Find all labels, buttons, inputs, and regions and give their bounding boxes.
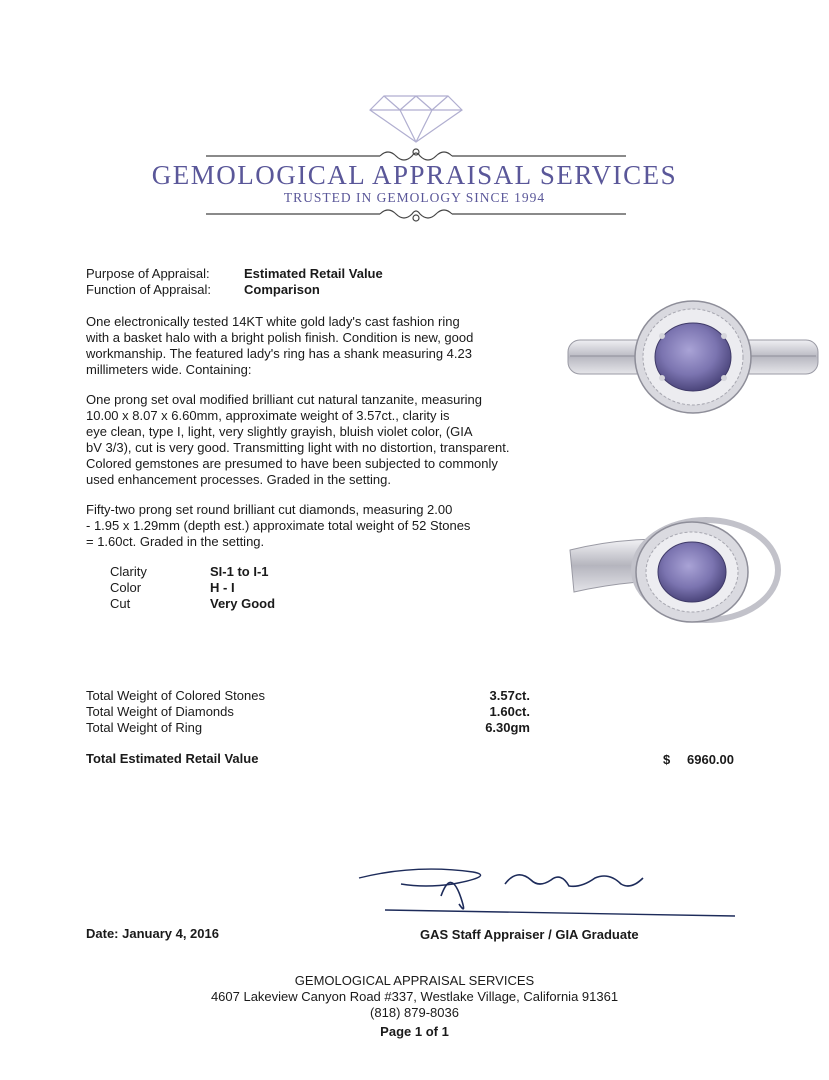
total-row [86,720,546,736]
purpose-value: Estimated Retail Value [244,266,383,281]
retail-label: Total Estimated Retail Value [86,751,259,766]
signature [355,858,739,922]
spec-row [110,564,275,580]
specs-table [110,564,275,612]
spec-value: SI-1 to I-1 [210,564,269,579]
retail-amount: 6960.00 [687,752,734,767]
text-line: = 1.60ct. Graded in the setting. [86,534,265,549]
total-value: 6.30gm [485,720,530,735]
function-label: Function of Appraisal: [86,282,212,297]
text-line: eye clean, type I, light, very slightly grayish, bluish violet color, (GIA [86,424,473,439]
diamond-description [86,502,526,550]
tanzanite-description [86,392,536,488]
ornament-bottom [206,210,626,221]
retail-currency: $ [663,752,671,767]
tagline: TRUSTED IN GEMOLOGY SINCE 1994 [283,190,546,205]
page-number: Page 1 of 1 [380,1024,449,1039]
footer-phone: (818) 879-8036 [370,1005,459,1020]
text-line: with a basket halo with a bright polish finish. Condition is new, good [86,330,474,345]
total-value: 1.60ct. [489,704,530,719]
text-line: One prong set oval modified brilliant cut natural tanzanite, measuring [86,392,482,407]
appraisal-date: Date: January 4, 2016 [86,926,219,941]
total-label: Total Weight of Ring [86,720,203,735]
spec-label: Cut [110,596,131,611]
total-label: Total Weight of Colored Stones [86,688,265,703]
spec-label: Clarity [110,564,147,579]
text-line: One electronically tested 14KT white gold lady's cast fashion ring [86,314,460,329]
text-line: workmanship. The featured lady's ring has a shank measuring 4.23 [86,346,472,361]
purpose-label: Purpose of Appraisal: [86,266,210,281]
total-value: 3.57ct. [489,688,530,703]
total-row [86,704,546,720]
spec-value: Very Good [210,596,276,611]
ornament-top [206,149,626,160]
ring-photo-angled [566,516,820,626]
ring-description [86,314,526,378]
function-value: Comparison [244,282,320,297]
ring-photo-top [566,296,820,420]
spec-value: H - I [210,580,235,595]
text-line: Fifty-two prong set round brilliant cut diamonds, measuring 2.00 [86,502,453,517]
footer-org-name: GEMOLOGICAL APPRAISAL SERVICES [294,973,535,988]
org-name: GEMOLOGICAL APPRAISAL SERVICES [151,160,678,190]
text-line: - 1.95 x 1.29mm (depth est.) approximate total weight of 52 Stones [86,518,471,533]
appraiser-title: GAS Staff Appraiser / GIA Graduate [420,927,639,942]
text-line: used enhancement processes. Graded in the setting. [86,472,391,487]
spec-label: Color [110,580,142,595]
diamond-icon [370,96,462,142]
totals-table [86,688,546,736]
footer-address: 4607 Lakeview Canyon Road #337, Westlake Village, California 91361 [210,989,619,1004]
text-line: Colored gemstones are presumed to have been subjected to commonly [86,456,498,471]
total-label: Total Weight of Diamonds [86,704,234,719]
spec-row [110,596,275,612]
total-row [86,688,546,704]
text-line: millimeters wide. Containing: [86,362,252,377]
spec-row [110,580,275,596]
text-line: 10.00 x 8.07 x 6.60mm, approximate weight of 3.57ct., clarity is [86,408,450,423]
text-line: bV 3/3), cut is very good. Transmitting light with no distortion, transparent. [86,440,510,455]
